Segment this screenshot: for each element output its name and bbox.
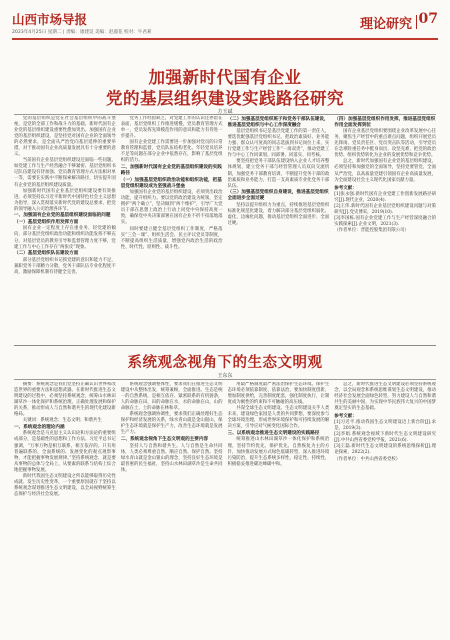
paragraph: 总之，新时代加强国有企业党的基层组织建设，必须坚持和加强党的全面领导，坚持党要管党、全面从严治党，以高质量党建引领国有企业高质量发展，为全面建设社会主义现代化国家贡献力量。: [334, 159, 436, 183]
masthead: [12, 6, 438, 40]
reference-item: [2]李娟.系统观念视域下新时代生态文明建设研究[J].中共山西省委党校学报，2021(6).: [334, 432, 436, 444]
subsection-heading: （四）加强基层党组织作用发挥，推进基层党组织作用全面发挥到位: [334, 116, 436, 128]
issue-info: 2023年4月25日 星期二 | 责编：康建昊 美编：赵淑花 校对：牛君莉: [12, 30, 152, 35]
article2-column-3: [228, 382, 330, 634]
article2-byline-rule: [14, 379, 436, 380]
article2-column-4: [334, 382, 436, 634]
paragraph: 共谋全球生态文明建设。生态文明建设关乎人类未来，建设绿色家园是人类的共同梦想，要深度参与全球环境治理，形成世界环境保护和可持续发展的解决方案，引导应对气候变化国际合作。: [227, 406, 330, 430]
paragraph: 总之，新时代推进生态文明建设必须坚持系统观念，以全局观念和系统思维谋划生态文明建设，推动经济社会发展全面绿色转型，努力建设人与自然和谐共生的美丽中国，为实现中华民族伟大复兴的中国梦奠定坚实的生态基础。: [334, 382, 436, 412]
masthead-rule: [12, 38, 438, 40]
paragraph: 坚持以提升组织力为重点，持续推进基层党组织标准化规范化建设，着力解决部分基层党组织弱化、虚化、边缘化问题，推动基层党组织全面进步、全面过硬。: [227, 202, 330, 226]
paragraph: 党的基层组织是党在社会基层组织中的战斗堡垒，是党的全部工作和战斗力的基础。新时代国有企业党的基层组织建设重要性愈加突出。加强国有企业党的基层组织建设，是坚持党对国有企业的全面领导的必然要求，是全面从严治党向基层延伸的重要举措，对于推动国有企业高质量发展具有十分重要的意义。: [14, 116, 116, 158]
article1-column-2: [121, 116, 223, 343]
paragraph: 当前国有企业基层党组织建设还面临一些问题，如党建工作与生产经营融合不够紧密、基层党组织书记队伍建设有待加强、党员教育管理方式方法相对单一等，需要在实践中不断探索解决路径，切实提升国有企业党的基层组织建设质量。: [14, 158, 116, 188]
newspaper-name: 山西市场导报: [12, 12, 88, 27]
paragraph: 加强国有企业党的基层组织建设，必须突出政治功能，提升组织力。要以党的政治建设为统领，坚定拥护“两个确立”，坚决做到“两个维护”，引导广大党员干部在思想上政治上行动上同党中央保持高度一致，确保党中央决策部署在国有企业不折不扣落地落实。: [120, 190, 223, 226]
article2-column-2: [121, 382, 223, 634]
paragraph: 系统观念强调协调性，要求我们正确处理好生态保护和经济发展的关系，绿水青山就是金山银山，保护生态环境就是保护生产力，改善生态环境就是发展生产力。: [120, 412, 223, 436]
author-affiliation: （作者单位：中共山西省委党校）: [334, 456, 401, 462]
paragraph: 国有企业一定程度上存在重业务、轻党建的倾向，部分基层党组织政治功能和组织功能发挥不够充分，对基层党员的教育引导和监督管理力度不够，党建工作与中心工作存在“两张皮”现象。: [14, 226, 116, 250]
keywords: 关键词：系统观念；生态文明；和谐共生: [22, 418, 102, 424]
abstract: 摘要：系统观念是我们党坚持正确认识世界和改造世界的重要方法和思想武器。在新时代推进生态文明建设的过程中，必须坚持系统观念，统筹山水林田湖草沙一体化保护和系统治理，正确处理发展和保护的关系，推动形成人与自然和谐共生的现代化建设新格局。: [14, 382, 116, 418]
subsection-heading: （一）基层党组织作用发挥方面: [14, 219, 79, 225]
paragraph: 系统观念强调整体性，要求我们在推进生态文明建设中从整体出发，统筹兼顾，全面推进。生态是统一的自然系统，是相互依存、紧密联系的有机链条，人的命脉在田，田的命脉在水，水的命脉在山，山的命脉在土，土的命脉在林和草。: [120, 382, 223, 412]
article2-column-1: [14, 382, 116, 634]
section-title: 理论研究: [359, 17, 412, 32]
article2-body: [14, 382, 436, 634]
article1-body: [14, 116, 436, 343]
article1-title-line2: 党的基层组织建设实践路径研究: [106, 89, 344, 108]
paragraph: 国有企业基层党组织要围绕企业改革发展中心任务，聚焦生产经营中的重点难点问题，组织开展党员先锋岗、党员责任区、党员突击队等活动，引导党员在急难险重任务中挺身而出、攻坚克难，把党的政治优势、组织优势转化为企业的发展优势和竞争优势。: [334, 129, 436, 159]
article1-title-line1: 加强新时代国有企业: [148, 68, 302, 87]
article1-byline-rule: [14, 114, 436, 115]
reference-item: [2]王伟.新时代国有企业基层党组织建设问题与对策研究[J].党史博采，2019(10).: [334, 203, 436, 215]
paragraph: 加强新时代国有企业基层党组织建设要有效推进，必须坚持以习近平新时代中国特色社会主义思想为指导，深入贯彻落实新时代党的建设总要求，把党的领导融入公司治理各环节。: [14, 188, 116, 212]
subsection-heading: （一）加强基层党组织政治功能和组织功能，把基层党组织建设成为坚强战斗堡垒: [120, 177, 222, 189]
reference-item: [3]李国栋.国有企业党建工作与生产经营深度融合的实践探索[J].企业文明，2021(3).: [334, 215, 436, 227]
section-heading: 三、以系统观念推进生态文明建设的实践路径: [227, 430, 320, 436]
paragraph: 同时要建立健全基层党组织工作制度，严格落实“三会一课”、组织生活会、民主评议党员等制度，不断提高组织生活质量，增强党内政治生活的政治性、时代性、原则性、战斗性。: [120, 226, 223, 250]
paragraph: 基层党组织书记是基层党建工作的第一责任人，要选优配强基层党组织书记，把政治素质好、业务能力强、群众认可度高的同志选拔到书记岗位上来，实行党建工作与生产经营工作“一岗双责”，推动党建工作与中心工作同谋划、同部署、同落实、同考核。: [227, 129, 330, 159]
paragraph: 国有企业党建工作需要进一步加强对党员的日常教育管理和监督，党员队伍结构老化、年轻党员培养不足等问题在部分企业中依然存在，影响了基层党组织的活力。: [120, 140, 223, 164]
page-number: 07: [418, 11, 438, 27]
paragraph: 坚持人与自然和谐共生。人与自然是生命共同体，人类必须尊重自然、顺应自然、保护自然。坚持绿水青山就是金山银山的理念，坚持良好生态环境是最普惠的民生福祉，坚持山水林田湖草沙是生命共同体。: [120, 443, 223, 473]
subsection-heading: （二）基层党组织队伍建设方面: [14, 251, 79, 257]
reference-item: [1]张永强.新时代国有企业党建工作创新发展路径研究[J].现代企业，2020(4).: [334, 191, 436, 203]
article1-column-3: [228, 116, 330, 343]
references-heading: 参考文献：: [334, 185, 357, 191]
paragraph: 用最严格制度最严密法治保护生态环境。保护生态环境必须依靠制度、依靠法治，要加快制度创新，增加制度供给，完善制度配套，强化制度执行，让制度成为刚性的约束和不可触碰的高压线。: [227, 382, 330, 406]
header-divider: [416, 15, 417, 29]
section-heading: 二、加强新时代国有企业党的基层组织建设的实践路径: [120, 164, 222, 176]
reference-item: [1]习近平.推动我国生态文明建设迈上新台阶[J].求是，2019(3).: [334, 420, 436, 432]
article-divider: [14, 345, 436, 346]
paragraph: 新时代我国生态文明建设之所以能够取得历史性成就、发生历史性变革，一个重要原因就在于坚持以系统观念谋划推进生态文明建设，以全局视野统筹生态保护与经济社会发展。: [14, 473, 116, 497]
section-heading: 一、加强国有企业党的基层组织建设面临的问题: [14, 213, 111, 219]
references-heading: 参考文献：: [334, 414, 357, 420]
paragraph: 要坚持把党务干部队伍建设纳入企业人才培养整体规划，建立党务干部与经营管理人员双向交流机制，加强党务干部教育培训，不断提升党务干部的政治素质和业务能力，打造一支高素质专业化党务干部队伍。: [227, 159, 330, 189]
reference-item: [3]王磊.新时代生态文明建设的系统思维探析[J].理论探索，2022(2).: [334, 444, 436, 456]
article2-byline: 王东东: [217, 373, 233, 379]
section-heading: 二、系统观念视角下生态文明观的主要内容: [120, 436, 209, 442]
subsection-heading: （三）加强基层党组织自身建设，推进基层党组织全面进步全面过硬: [227, 190, 329, 202]
article2-title: 系统观念视角下的生态文明观: [127, 354, 323, 371]
article1-column-1: [14, 116, 116, 343]
article1-byline: 方玉斌: [217, 109, 233, 115]
paragraph: 系统观念是马克思主义认识论和方法论的重要组成部分，是基础性的思想和工作方法。习近平总书记强调，“万事万物是相互联系、相互依存的。只有用普遍联系的、全面系统的、发展变化的观点观察事物，才能把握事物发展规律。”坚持系统观念，就是要从事物的总体与全局上、从要素的联系与结构上综合地把握事物发展。: [14, 431, 116, 473]
paragraph: 党务工作经验缺乏，对党建工作的认识还停留在表面，基层党组织工作推进缓慢，党员教育管理方式单一，党员发挥先锋模范作用的意识和能力有待进一步提升。: [120, 116, 223, 140]
article1-column-4: [334, 116, 436, 343]
section-heading: 一、系统观念的理论内涵: [14, 424, 65, 430]
subsection-heading: （二）加强基层党组织班子和党务干部队伍建设，推进基层党组织与中心工作深度融合: [227, 116, 329, 128]
author-affiliation: （作者单位：晋能控股集团有限公司）: [334, 227, 409, 233]
paragraph: 部分基层党组织书记抓党建的意识和能力不足，兼职党务干部精力分散，党务干部队伍专业化程度不高，激励保障机制有待健全完善。: [14, 257, 116, 275]
paragraph: 统筹推进山水林田湖草沙一体化保护和系统治理，坚持节约优先、保护优先、自然恢复为主的方针，加快推动发展方式绿色低碳转型，深入推进环境污染防治，提升生态系统多样性、稳定性、持续性，积极稳妥推进碳达峰碳中和。: [227, 437, 330, 467]
